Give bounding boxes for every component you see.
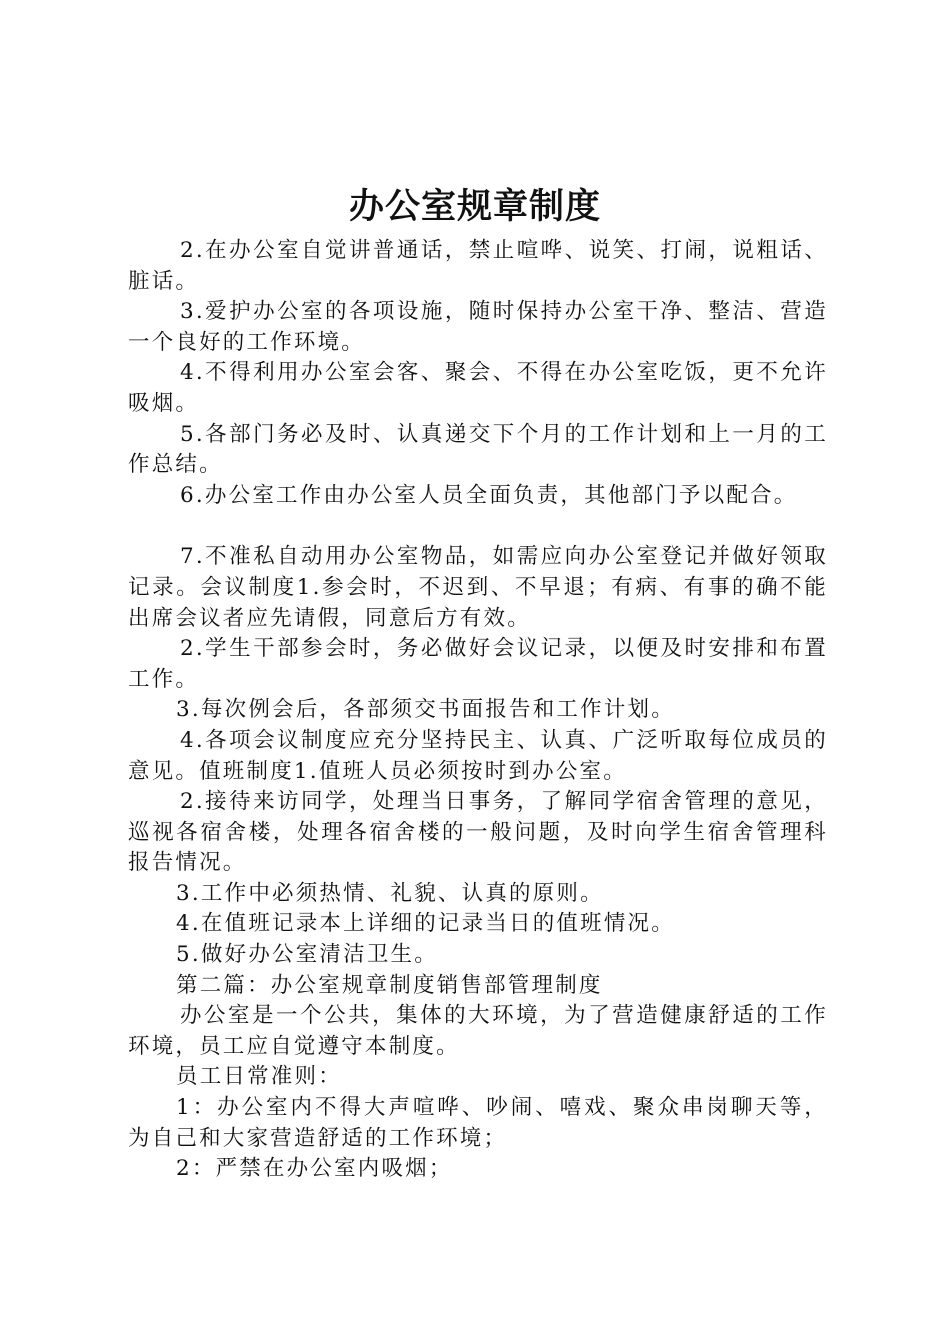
paragraph: 办公室是一个公共，集体的大环境，为了营造健康舒适的工作环境，员工应自觉遵守本制度。: [128, 1003, 828, 1059]
section-heading: 第二篇：办公室规章制度销售部管理制度: [176, 972, 603, 998]
paragraph: 2.在办公室自觉讲普通话，禁止喧哗、说笑、打闹，说粗话、脏话。: [128, 238, 828, 294]
paragraph: 4.不得利用办公室会客、聚会、不得在办公室吃饭，更不允许吸烟。: [128, 360, 828, 416]
paragraph: 2：严禁在办公室内吸烟；: [176, 1156, 453, 1182]
paragraph: 3.每次例会后，各部须交书面报告和工作计划。: [176, 697, 675, 723]
paragraph: 6.办公室工作由办公室人员全面负责，其他部门予以配合。: [180, 482, 798, 508]
paragraph-spacer: [128, 511, 828, 542]
paragraph: 1：办公室内不得大声喧哗、吵闹、嘻戏、聚众串岗聊天等，为自己和大家营造舒适的工作环境；: [128, 1095, 828, 1151]
paragraph: 员工日常准则：: [176, 1064, 342, 1090]
paragraph: 5.做好办公室清洁卫生。: [176, 942, 438, 968]
document-body: [128, 236, 828, 1185]
document-title: 办公室规章制度: [348, 187, 601, 227]
paragraph: 7.不准私自动用办公室物品，如需应向办公室登记并做好领取记录。会议制度1.参会时，不迟到、不早退；有病、有事的确不能出席会议者应先请假，同意后方有效。: [128, 544, 828, 631]
paragraph: 2.学生干部参会时，务必做好会议记录，以便及时安排和布置工作。: [128, 636, 828, 692]
paragraph: 4.在值班记录本上详细的记录当日的值班情况。: [176, 911, 675, 937]
paragraph: 2.接待来访同学，处理当日事务，了解同学宿舍管理的意见，巡视各宿舍楼，处理各宿舍楼的一般问题，及时向学生宿舍管理科报告情况。: [128, 789, 828, 876]
paragraph: 5.各部门务必及时、认真递交下个月的工作计划和上一月的工作总结。: [128, 421, 828, 478]
paragraph: 3.爱护办公室的各项设施，随时保持办公室干净、整洁、营造一个良好的工作环境。: [128, 299, 828, 355]
paragraph: 3.工作中必须热情、礼貌、认真的原则。: [176, 880, 604, 906]
paragraph: 4.各项会议制度应充分坚持民主、认真、广泛听取每位成员的意见。值班制度1.值班人员必须按时到办公室。: [128, 727, 828, 784]
